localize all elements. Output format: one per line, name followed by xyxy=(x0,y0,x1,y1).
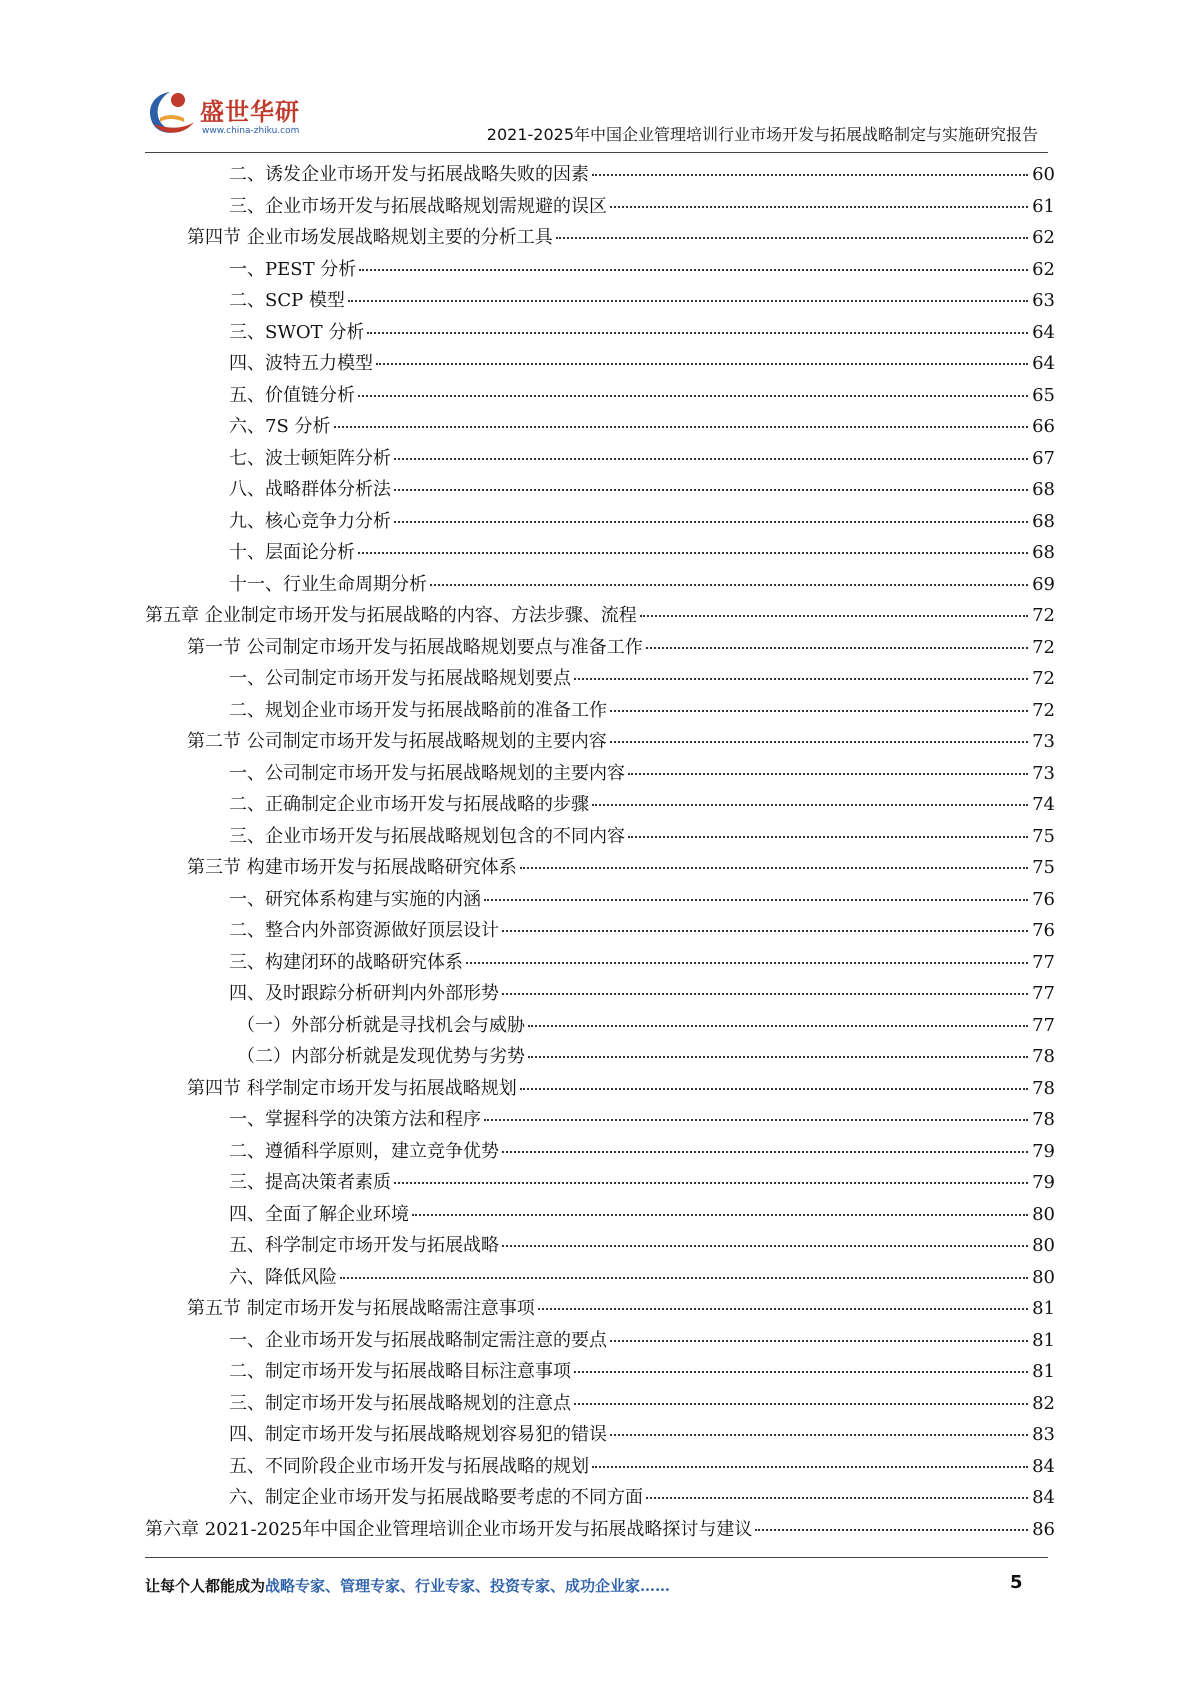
toc-entry[interactable] xyxy=(145,1293,1055,1325)
toc-entry[interactable] xyxy=(145,1230,1055,1262)
toc-entry-title: 六、制定企业市场开发与拓展战略要考虑的不同方面 xyxy=(229,1487,643,1508)
toc-entry-page: 81 xyxy=(1032,1298,1055,1319)
toc-entry-page: 77 xyxy=(1032,951,1055,973)
toc-entry[interactable] xyxy=(145,1325,1055,1357)
toc-entry-title: 五、价值链分析 xyxy=(229,384,355,406)
toc-entry[interactable] xyxy=(145,317,1055,349)
toc-dot-leader xyxy=(610,708,1028,712)
toc-entry-page: 76 xyxy=(1032,920,1055,941)
footer-slogan xyxy=(145,1575,670,1596)
toc-dot-leader xyxy=(367,330,1028,334)
toc-entry-title: 第二节 公司制定市场开发与拓展战略规划的主要内容 xyxy=(187,731,607,752)
toc-dot-leader xyxy=(574,1369,1028,1373)
toc-dot-leader xyxy=(592,172,1028,176)
toc-dot-leader xyxy=(646,1495,1028,1499)
toc-entry-title: 十、层面论分析 xyxy=(229,542,355,563)
toc-dot-leader xyxy=(610,1432,1028,1436)
toc-entry-title: 八、战略群体分析法 xyxy=(229,479,391,500)
toc-dot-leader xyxy=(502,928,1028,932)
toc-entry-title: 三、企业市场开发与拓展战略规划需规避的误区 xyxy=(229,195,607,217)
toc-entry[interactable] xyxy=(145,1104,1055,1136)
toc-entry[interactable] xyxy=(145,1010,1055,1042)
toc-entry-page: 61 xyxy=(1032,195,1055,217)
toc-entry-title: 六、7S 分析 xyxy=(229,416,331,437)
toc-dot-leader xyxy=(502,1243,1028,1247)
toc-dot-leader xyxy=(502,991,1028,995)
toc-entry-page: 72 xyxy=(1032,668,1055,689)
toc-entry-title: 一、掌握科学的决策方法和程序 xyxy=(229,1109,481,1130)
toc-entry-page: 69 xyxy=(1032,573,1055,595)
logo-emblem-icon xyxy=(140,84,200,144)
toc-dot-leader xyxy=(592,1464,1028,1468)
toc-entry-title: 一、研究体系构建与实施的内涵 xyxy=(229,888,481,910)
toc-entry[interactable] xyxy=(145,1451,1055,1483)
toc-entry-page: 80 xyxy=(1032,1266,1055,1288)
toc-entry-page: 78 xyxy=(1032,1109,1055,1130)
toc-entry-title: 五、科学制定市场开发与拓展战略 xyxy=(229,1235,499,1256)
toc-entry-title: 一、公司制定市场开发与拓展战略规划的主要内容 xyxy=(229,762,625,784)
toc-entry-title: 三、制定市场开发与拓展战略规划的注意点 xyxy=(229,1392,571,1414)
toc-entry[interactable] xyxy=(145,632,1055,664)
toc-entry[interactable] xyxy=(145,443,1055,475)
toc-entry-page: 83 xyxy=(1032,1424,1055,1445)
toc-entry-title: 三、提高决策者素质 xyxy=(229,1172,391,1193)
toc-dot-leader xyxy=(348,298,1028,302)
toc-entry[interactable] xyxy=(145,506,1055,538)
toc-dot-leader xyxy=(502,1149,1028,1153)
toc-entry-title: （一）外部分析就是寻找机会与威胁 xyxy=(237,1014,525,1036)
toc-entry-title: 九、核心竞争力分析 xyxy=(229,510,391,532)
toc-dot-leader xyxy=(520,1086,1028,1090)
toc-entry-title: 一、PEST 分析 xyxy=(229,258,357,280)
toc-entry-page: 84 xyxy=(1032,1455,1055,1477)
toc-dot-leader xyxy=(359,267,1028,271)
toc-entry-title: 第一节 公司制定市场开发与拓展战略规划要点与准备工作 xyxy=(187,636,643,658)
table-of-contents xyxy=(145,159,1055,1545)
toc-entry[interactable] xyxy=(145,1136,1055,1168)
toc-entry-title: 第四节 科学制定市场开发与拓展战略规划 xyxy=(187,1077,517,1099)
toc-entry[interactable] xyxy=(145,1356,1055,1388)
toc-entry[interactable] xyxy=(145,254,1055,286)
toc-entry[interactable] xyxy=(145,1262,1055,1294)
toc-dot-leader xyxy=(556,235,1028,239)
toc-entry-title: 十一、行业生命周期分析 xyxy=(229,573,427,595)
toc-entry[interactable] xyxy=(145,348,1055,380)
toc-entry-page: 86 xyxy=(1032,1518,1055,1540)
report-title: 2021-2025年中国企业管理培训行业市场开发与拓展战略制定与实施研究报告 xyxy=(486,125,1038,144)
toc-dot-leader xyxy=(484,1117,1028,1121)
toc-entry[interactable] xyxy=(145,1388,1055,1420)
toc-dot-leader xyxy=(610,739,1028,743)
toc-entry-title: 四、全面了解企业环境 xyxy=(229,1203,409,1225)
toc-entry-page: 72 xyxy=(1032,636,1055,658)
toc-entry-title: 第五节 制定市场开发与拓展战略需注意事项 xyxy=(187,1298,535,1319)
toc-dot-leader xyxy=(592,802,1028,806)
toc-entry-page: 77 xyxy=(1032,1014,1055,1036)
toc-entry-title: 六、降低风险 xyxy=(229,1266,337,1288)
toc-entry-page: 78 xyxy=(1032,1046,1055,1067)
toc-entry-title: 四、波特五力模型 xyxy=(229,353,373,374)
page-header xyxy=(140,80,1060,150)
toc-entry-title: 二、遵循科学原则，建立竞争优势 xyxy=(229,1140,499,1162)
toc-entry-title: 四、及时跟踪分析研判内外部形势 xyxy=(229,983,499,1004)
toc-entry-page: 68 xyxy=(1032,479,1055,500)
toc-entry-page: 68 xyxy=(1032,542,1055,563)
toc-entry[interactable] xyxy=(145,474,1055,506)
toc-entry-title: 第四节 企业市场发展战略规划主要的分析工具 xyxy=(187,227,553,248)
toc-dot-leader xyxy=(430,582,1028,586)
toc-entry-page: 72 xyxy=(1032,605,1055,626)
toc-entry-page: 82 xyxy=(1032,1392,1055,1414)
toc-entry[interactable] xyxy=(145,726,1055,758)
toc-entry-page: 64 xyxy=(1032,321,1055,343)
toc-entry-page: 63 xyxy=(1032,290,1055,311)
toc-entry-title: 四、制定市场开发与拓展战略规划容易犯的错误 xyxy=(229,1424,607,1445)
toc-entry-page: 68 xyxy=(1032,510,1055,532)
toc-entry[interactable] xyxy=(145,1041,1055,1073)
footer-slogan-prefix: 让每个人都能成为 xyxy=(145,1577,266,1595)
toc-entry-page: 78 xyxy=(1032,1077,1055,1099)
toc-entry-page: 77 xyxy=(1032,983,1055,1004)
toc-dot-leader xyxy=(412,1212,1028,1216)
toc-entry[interactable] xyxy=(145,191,1055,223)
toc-dot-leader xyxy=(528,1023,1028,1027)
toc-entry[interactable] xyxy=(145,1167,1055,1199)
toc-entry-title: 三、SWOT 分析 xyxy=(229,321,365,343)
toc-dot-leader xyxy=(394,456,1028,460)
toc-entry-page: 79 xyxy=(1032,1172,1055,1193)
toc-entry-title: （二）内部分析就是发现优势与劣势 xyxy=(237,1046,525,1067)
toc-entry-title: 二、正确制定企业市场开发与拓展战略的步骤 xyxy=(229,794,589,815)
toc-dot-leader xyxy=(520,865,1028,869)
toc-entry[interactable] xyxy=(145,537,1055,569)
toc-entry[interactable] xyxy=(145,915,1055,947)
toc-entry-title: 一、企业市场开发与拓展战略制定需注意的要点 xyxy=(229,1329,607,1351)
footer-divider xyxy=(145,1557,1048,1558)
toc-entry[interactable] xyxy=(145,222,1055,254)
page-number: 5 xyxy=(1010,1572,1023,1593)
toc-entry-page: 75 xyxy=(1032,857,1055,878)
toc-entry[interactable] xyxy=(145,758,1055,790)
toc-entry-title: 二、诱发企业市场开发与拓展战略失败的因素 xyxy=(229,164,589,185)
toc-entry[interactable] xyxy=(145,695,1055,727)
toc-dot-leader xyxy=(466,960,1028,964)
toc-dot-leader xyxy=(640,613,1028,617)
toc-dot-leader xyxy=(358,550,1028,554)
toc-entry-page: 67 xyxy=(1032,447,1055,469)
toc-entry[interactable] xyxy=(145,884,1055,916)
toc-entry-title: 七、波士顿矩阵分析 xyxy=(229,447,391,469)
toc-entry-page: 66 xyxy=(1032,416,1055,437)
toc-entry-page: 79 xyxy=(1032,1140,1055,1162)
toc-entry[interactable] xyxy=(145,569,1055,601)
toc-entry-page: 62 xyxy=(1032,227,1055,248)
toc-entry[interactable] xyxy=(145,159,1055,191)
toc-entry-title: 二、规划企业市场开发与拓展战略前的准备工作 xyxy=(229,699,607,721)
logo-name: 盛世华研 xyxy=(200,98,300,126)
toc-entry-page: 65 xyxy=(1032,384,1055,406)
toc-entry[interactable] xyxy=(145,978,1055,1010)
toc-dot-leader xyxy=(484,897,1028,901)
toc-entry[interactable] xyxy=(145,1199,1055,1231)
toc-entry-page: 80 xyxy=(1032,1235,1055,1256)
toc-entry[interactable] xyxy=(145,821,1055,853)
toc-entry-page: 73 xyxy=(1032,731,1055,752)
toc-entry-title: 一、公司制定市场开发与拓展战略规划要点 xyxy=(229,668,571,689)
toc-entry-title: 五、不同阶段企业市场开发与拓展战略的规划 xyxy=(229,1455,589,1477)
company-logo xyxy=(140,84,310,144)
toc-entry-page: 62 xyxy=(1032,258,1055,280)
toc-entry-page: 64 xyxy=(1032,353,1055,374)
toc-dot-leader xyxy=(340,1275,1028,1279)
toc-entry-title: 二、制定市场开发与拓展战略目标注意事项 xyxy=(229,1361,571,1382)
toc-entry[interactable] xyxy=(145,1514,1055,1546)
toc-dot-leader xyxy=(334,424,1028,428)
toc-entry[interactable] xyxy=(145,1073,1055,1105)
toc-entry-title: 二、SCP 模型 xyxy=(229,290,345,311)
toc-entry-page: 76 xyxy=(1032,888,1055,910)
toc-dot-leader xyxy=(358,393,1028,397)
toc-entry-title: 第三节 构建市场开发与拓展战略研究体系 xyxy=(187,857,517,878)
toc-dot-leader xyxy=(394,487,1028,491)
toc-entry-page: 60 xyxy=(1032,164,1055,185)
toc-entry[interactable] xyxy=(145,789,1055,821)
logo-url: www.china-zhiku.com xyxy=(202,126,300,136)
toc-dot-leader xyxy=(574,1401,1028,1405)
toc-dot-leader xyxy=(538,1306,1028,1310)
toc-entry-page: 74 xyxy=(1032,794,1055,815)
toc-dot-leader xyxy=(394,519,1028,523)
toc-dot-leader xyxy=(628,771,1028,775)
toc-entry[interactable] xyxy=(145,852,1055,884)
header-divider xyxy=(145,152,1048,153)
toc-entry[interactable] xyxy=(145,285,1055,317)
toc-dot-leader xyxy=(646,645,1028,649)
toc-entry-page: 75 xyxy=(1032,825,1055,847)
toc-entry-page: 72 xyxy=(1032,699,1055,721)
toc-entry-page: 84 xyxy=(1032,1487,1055,1508)
toc-dot-leader xyxy=(574,676,1028,680)
toc-entry[interactable] xyxy=(145,1419,1055,1451)
toc-entry-page: 73 xyxy=(1032,762,1055,784)
toc-entry[interactable] xyxy=(145,947,1055,979)
toc-entry-page: 81 xyxy=(1032,1329,1055,1351)
toc-entry-page: 80 xyxy=(1032,1203,1055,1225)
footer-slogan-highlight: 战略专家、管理专家、行业专家、投资专家、成功企业家…… xyxy=(265,1577,671,1595)
toc-dot-leader xyxy=(610,1338,1028,1342)
toc-entry-title: 第五章 企业制定市场开发与拓展战略的内容、方法步骤、流程 xyxy=(145,605,637,626)
toc-entry[interactable] xyxy=(145,380,1055,412)
toc-entry-page: 81 xyxy=(1032,1361,1055,1382)
toc-entry-title: 三、构建闭环的战略研究体系 xyxy=(229,951,463,973)
toc-dot-leader xyxy=(628,834,1028,838)
toc-dot-leader xyxy=(394,1180,1028,1184)
toc-dot-leader xyxy=(376,361,1028,365)
toc-entry[interactable] xyxy=(145,600,1055,632)
toc-entry-title: 第六章 2021-2025年中国企业管理培训企业市场开发与拓展战略探讨与建议 xyxy=(145,1518,753,1540)
toc-entry[interactable] xyxy=(145,1482,1055,1514)
toc-entry[interactable] xyxy=(145,663,1055,695)
toc-dot-leader xyxy=(755,1527,1028,1531)
toc-dot-leader xyxy=(610,204,1028,208)
toc-dot-leader xyxy=(528,1054,1028,1058)
toc-entry-title: 二、整合内外部资源做好顶层设计 xyxy=(229,920,499,941)
toc-entry[interactable] xyxy=(145,411,1055,443)
toc-entry-title: 三、企业市场开发与拓展战略规划包含的不同内容 xyxy=(229,825,625,847)
